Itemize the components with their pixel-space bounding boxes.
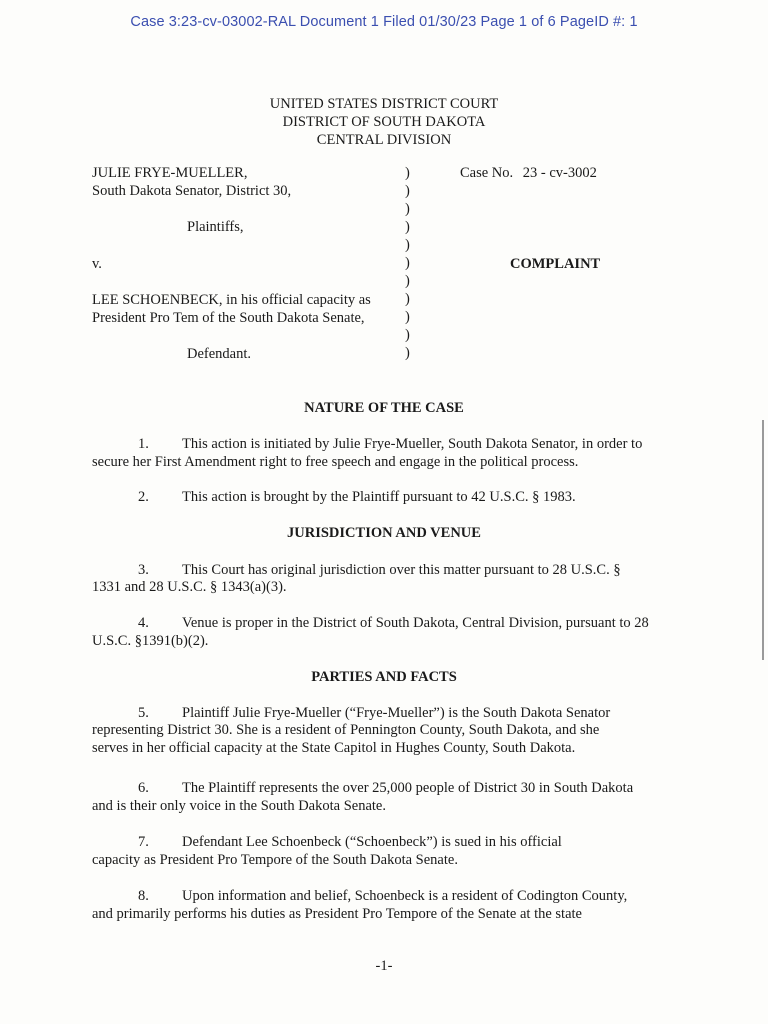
paragraph-3-line-2: 1331 and 28 U.S.C. § 1343(a)(3). <box>92 579 287 595</box>
filing-stamp: Case 3:23-cv-03002-RAL Document 1 Filed 01/30/23 Page 1 of 6 PageID #: 1 <box>130 14 638 30</box>
court-district: DISTRICT OF SOUTH DAKOTA <box>282 114 486 130</box>
defendant-role: Defendant. <box>187 346 252 362</box>
caption-divider: ) ) ) ) ) ) ) ) ) ) ) <box>405 165 410 361</box>
case-number <box>460 164 597 182</box>
plaintiff-title: South Dakota Senator, District 30, <box>92 183 292 199</box>
document-type: COMPLAINT <box>510 256 601 272</box>
defendant-name: LEE SCHOENBECK, in his official capacity as <box>92 292 371 308</box>
paragraph-3: 3. This Court has original jurisdiction over this matter pursuant to 28 U.S.C. § <box>138 562 621 578</box>
defendant-title: President Pro Tem of the South Dakota Senate, <box>92 310 365 326</box>
paragraph-2: 2. This action is brought by the Plaintiff pursuant to 42 U.S.C. § 1983. <box>138 489 576 505</box>
section-heading-nature: NATURE OF THE CASE <box>304 400 464 416</box>
court-division: CENTRAL DIVISION <box>316 132 452 148</box>
paragraph-6: 6. The Plaintiff represents the over 25,000 people of District 30 in South Dakota <box>138 780 634 796</box>
court-name: UNITED STATES DISTRICT COURT <box>269 96 499 112</box>
paragraph-6-line-2: and is their only voice in the South Dakota Senate. <box>92 798 386 814</box>
paragraph-5: 5. Plaintiff Julie Frye-Mueller (“Frye-Mueller”) is the South Dakota Senator <box>138 705 611 721</box>
court-heading <box>0 95 768 149</box>
paragraph-5-line-2: representing District 30. She is a resident of Pennington County, South Dakota, and she <box>92 722 600 738</box>
plaintiff-role: Plaintiffs, <box>187 219 244 235</box>
paragraph-5-line-3: serves in her official capacity at the State Capitol in Hughes County, South Dakota. <box>92 740 576 756</box>
paragraph-8-line-2: and primarily performs his duties as President Pro Tempore of the Senate at the state <box>92 906 582 922</box>
section-heading-parties: PARTIES AND FACTS <box>311 669 457 685</box>
versus: v. <box>92 256 102 272</box>
case-number-label: Case No. <box>460 165 514 181</box>
scan-edge-line <box>762 420 764 660</box>
page-number: -1- <box>375 958 393 974</box>
paragraph-4: 4. Venue is proper in the District of South Dakota, Central Division, pursuant to 28 <box>138 615 649 631</box>
paragraph-7-line-2: capacity as President Pro Tempore of the South Dakota Senate. <box>92 852 458 868</box>
plaintiff-name: JULIE FRYE-MUELLER, <box>92 165 248 181</box>
paragraph-1: 1. This action is initiated by Julie Frye-Mueller, South Dakota Senator, in order to <box>138 436 643 452</box>
paragraph-1-line-2: secure her First Amendment right to free speech and engage in the political process. <box>92 454 579 470</box>
paragraph-7: 7. Defendant Lee Schoenbeck (“Schoenbeck”) is sued in his official <box>138 834 562 850</box>
section-heading-jurisdiction: JURISDICTION AND VENUE <box>287 525 481 541</box>
paragraph-4-line-2: U.S.C. §1391(b)(2). <box>92 633 209 649</box>
case-number-value: 23 - cv-3002 <box>522 165 597 181</box>
paragraph-8: 8. Upon information and belief, Schoenbeck is a resident of Codington County, <box>138 888 628 904</box>
